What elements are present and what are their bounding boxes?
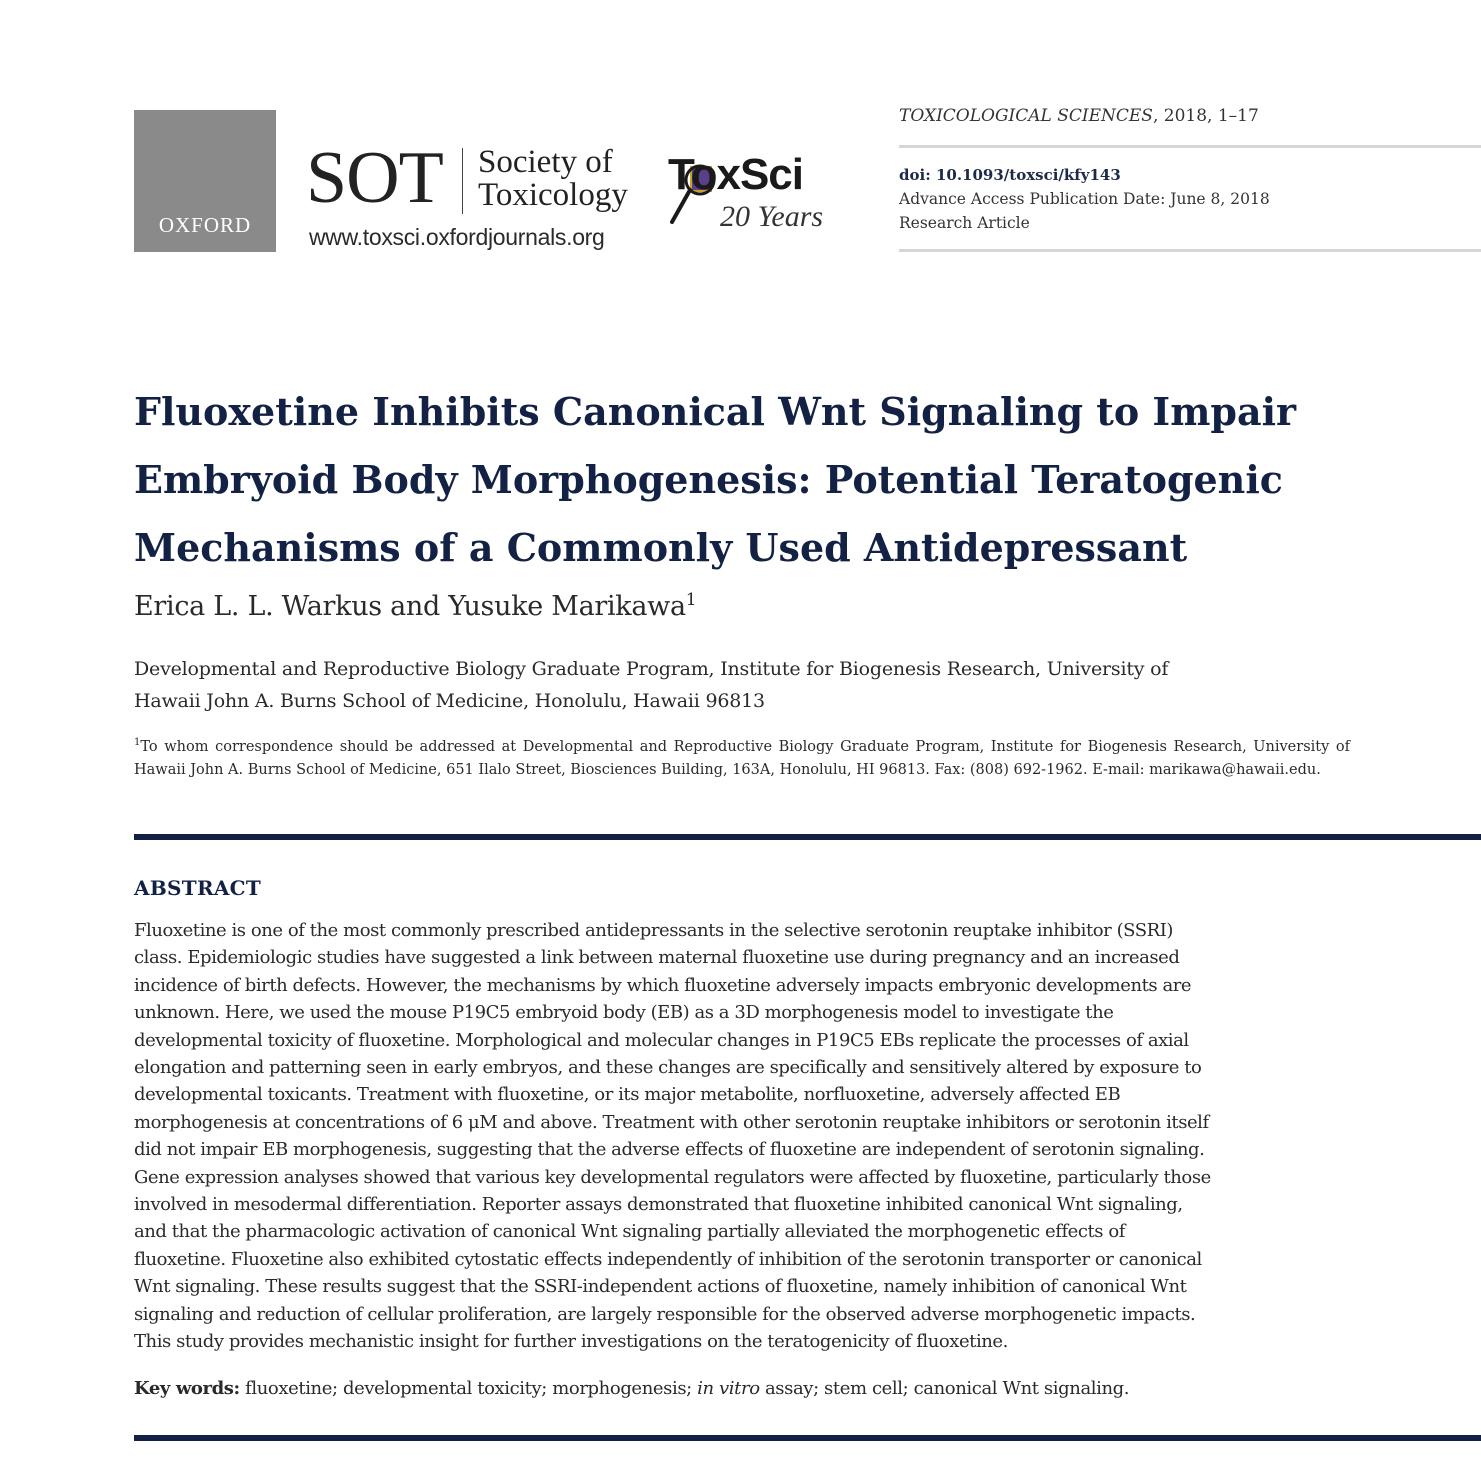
- abstract-line: developmental toxicity of fluoxetine. Morphological and molecular changes in P19C5 EBs replicate the processes of axial: [134, 1029, 1189, 1051]
- toxsci-logo-text: ToxSci: [668, 150, 804, 199]
- author-footnote-mark: 1: [685, 590, 697, 610]
- sot-name-line2: Toxicology: [478, 177, 628, 213]
- abstract-heading: ABSTRACT: [134, 876, 262, 900]
- doi-link[interactable]: doi: 10.1093/toxsci/kfy143: [899, 166, 1121, 184]
- abstract-body: [134, 917, 1330, 1356]
- authors-text: Erica L. L. Warkus and Yusuke Marikawa: [134, 591, 686, 622]
- abstract-line: unknown. Here, we used the mouse P19C5 embryoid body (EB) as a 3D morphogenesis model to investigate the: [134, 1002, 1114, 1024]
- oxford-logo-text: OXFORD: [158, 213, 252, 237]
- article-title: [134, 378, 1434, 582]
- header-divider: [899, 145, 1481, 148]
- correspondence-note: [134, 731, 1350, 782]
- abstract-line: signaling and reduction of cellular proliferation, are largely responsible for the observed adverse morphogenetic impacts.: [134, 1303, 1196, 1325]
- keywords-text-end: assay; stem cell; canonical Wnt signaling.: [759, 1378, 1130, 1399]
- sot-society-name: [478, 146, 628, 212]
- sot-logo-divider: [462, 148, 463, 214]
- abstract-line: This study provides mechanistic insight for further investigations on the teratogenicity of fluoxetine.: [134, 1331, 1008, 1353]
- sot-logo: SOT: [306, 137, 443, 219]
- abstract-line: incidence of birth defects. However, the mechanisms by which fluoxetine adversely impacts embryonic developments are: [134, 974, 1192, 996]
- abstract-bottom-rule: [134, 1435, 1481, 1441]
- abstract-line: developmental toxicants. Treatment with fluoxetine, or its major metabolite, norfluoxetine, adversely affected EB: [134, 1084, 1121, 1106]
- abstract-line: morphogenesis at concentrations of 6 μM and above. Treatment with other serotonin reuptake inhibitors or serotonin itself: [134, 1111, 1209, 1133]
- title-line: Embryoid Body Morphogenesis: Potential Teratogenic: [134, 457, 1283, 502]
- abstract-line: Fluoxetine is one of the most commonly prescribed antidepressants in the selective serotonin reuptake inhibitor (SSRI): [134, 920, 1173, 941]
- affiliation-line: Developmental and Reproductive Biology Graduate Program, Institute for Biogenesis Research, University of: [134, 658, 1169, 680]
- keywords: [134, 1378, 1334, 1399]
- journal-citation: [899, 106, 1259, 126]
- correspondence-text: To whom correspondence should be addressed at Developmental and Reproductive Biology Graduate Program, Institute for Biogenesis Research, University of Hawaii John A. Burns School of Medicine, 651 Ilalo Street, Biosciences Building, 163A, Honolulu, HI 96813. Fax: (808) 692-1962. E-mail: marikawa@hawaii.edu.: [134, 738, 1350, 778]
- journal-url[interactable]: www.toxsci.oxfordjournals.org: [309, 224, 605, 250]
- keywords-text: fluoxetine; developmental toxicity; morphogenesis;: [239, 1378, 698, 1399]
- keywords-label: Key words:: [134, 1378, 240, 1399]
- advance-access-date: Advance Access Publication Date: June 8, 2018: [899, 190, 1270, 208]
- keywords-italic: in vitro: [697, 1378, 760, 1399]
- article-type: Research Article: [899, 214, 1030, 232]
- abstract-line: elongation and patterning seen in early embryos, and these changes are specifically and sensitively altered by exposure to: [134, 1057, 1202, 1079]
- affiliation-line: Hawaii John A. Burns School of Medicine, Honolulu, Hawaii 96813: [134, 690, 765, 712]
- abstract-line: and that the pharmacologic activation of canonical Wnt signaling partially alleviated the morphogenetic effects of: [134, 1221, 1125, 1243]
- affiliation: [134, 653, 1374, 717]
- abstract-line: involved in mesodermal differentiation. Reporter assays demonstrated that fluoxetine inhibited canonical Wnt signaling,: [134, 1194, 1183, 1216]
- abstract-line: class. Epidemiologic studies have suggested a link between maternal fluoxetine use during pregnancy and an increased: [134, 947, 1180, 969]
- correspondence-mark: 1: [134, 737, 141, 748]
- abstract-line: fluoxetine. Fluoxetine also exhibited cytostatic effects independently of inhibition of the serotonin transporter or canonical: [134, 1248, 1202, 1270]
- title-line: Mechanisms of a Commonly Used Antidepressant: [134, 525, 1188, 570]
- abstract-line: Wnt signaling. These results suggest that the SSRI-independent actions of fluoxetine, namely inhibition of canonical Wnt: [134, 1276, 1187, 1298]
- sot-name-line1: Society of: [478, 144, 613, 180]
- header-divider: [899, 249, 1481, 252]
- journal-year-pages: , 2018, 1–17: [1152, 106, 1259, 126]
- title-line: Fluoxetine Inhibits Canonical Wnt Signaling to Impair: [134, 389, 1297, 434]
- journal-name: TOXICOLOGICAL SCIENCES: [899, 106, 1153, 126]
- author-list: [134, 590, 696, 622]
- toxsci-anniversary: 20 Years: [720, 200, 824, 233]
- oxford-logo: [134, 110, 276, 252]
- abstract-line: did not impair EB morphogenesis, suggesting that the adverse effects of fluoxetine are independent of serotonin signaling.: [134, 1139, 1205, 1161]
- abstract-top-rule: [134, 834, 1481, 840]
- abstract-line: Gene expression analyses showed that various key developmental regulators were affected by fluoxetine, particularly those: [134, 1166, 1211, 1188]
